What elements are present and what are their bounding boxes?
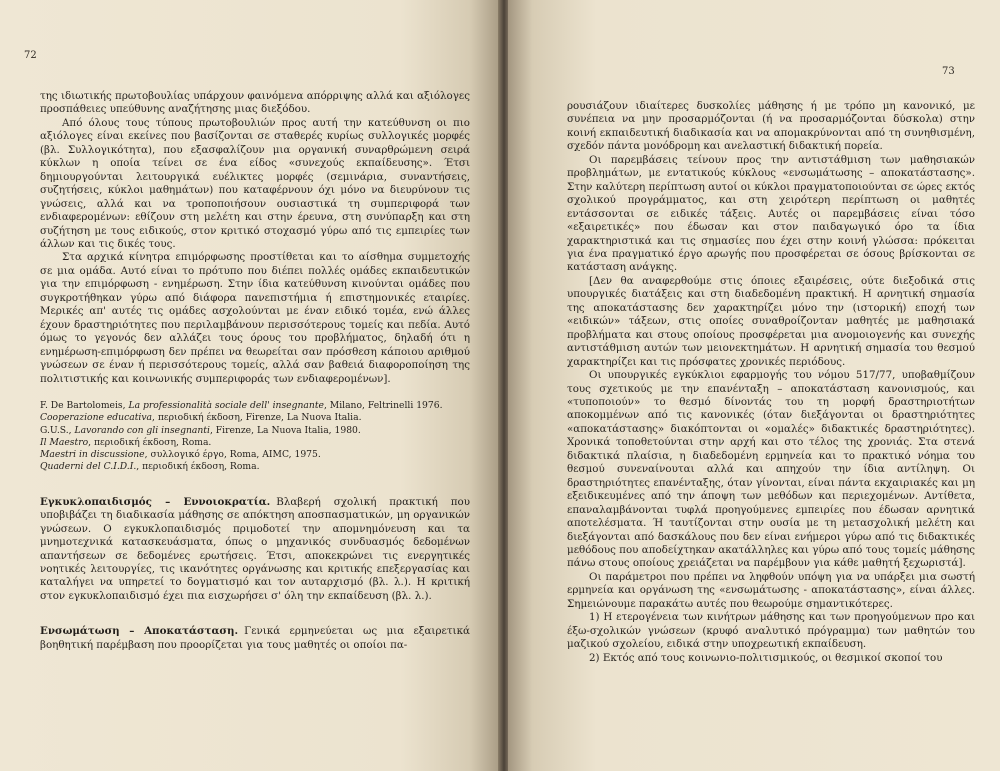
reference-item: Maestri in discussione, συλλογικό έργο, Roma, AIMC, 1975. — [40, 449, 321, 461]
entry-encyclopedism — [40, 496, 470, 604]
reference-item: Cooperazione educativa, περιοδική έκδοση, Firenze, La Nuova Italia. — [40, 412, 362, 424]
numbered-list — [567, 611, 975, 665]
entry-heading: Εγκυκλοπαιδισμός – Εννοιοκρατία. — [40, 495, 271, 508]
reference-item: Quaderni del C.I.D.I., περιοδική έκδοση, Roma. — [40, 461, 260, 473]
entry-text: Βλαβερή σχολική πρακτική που υποβιβάζει τη διαδικασία μάθησης σε απόκτηση αποσπασματικών, μη οργανικών γνώσεων. Ο εγκυκλοπαιδισμός πριμοδοτεί την απομνημόνευση και τα μνημοτεχνικά κατασκευάσματα, όπως ο μηχανικός συνδυασμός δεδομένων απαντήσεων σε δεδομένες ερωτήσεις. Έτσι, αποκεκρώνει τις ενεργητικές νοητικές λειτουργίες, τις ικανότητες οργάνωσης και κριτικής επεξεργασίας και καταλήγει να υπηρετεί το δογματισμό και τον αυταρχισμό (βλ. λ.). Η κριτική στον εγκυκλοπαιδισμό έχει πια εισχωρήσει σ' όλη την εκπαίδευση (βλ. λ.). — [40, 495, 470, 602]
list-item: 2) Εκτός από τους κοινωνιο-πολιτισμικούς, οι θεσμικοί σκοποί του — [589, 651, 943, 664]
paragraph: Οι υπουργικές εγκύκλιοι εφαρμογής του νόμου 517/77, υποβαθμίζουν τους σχετικούς με την επανένταξη – αποκατάσταση κανονισμούς, και «τυποποιούν» το θεσμό δίνοντάς του τη μορφή δραστηριοτήτων αποκομμένων από τις κανονικές (όταν διεξάγονται οι δραστηριότητες «αποκατάστασης» διακόπτονται οι «ομαλές» διδακτικές δραστηριότητες). Χρονικά τοποθετούνται στην αρχή και στο τέλος της χρονιάς. Στα στενά διδακτικά πλαίσια, η διαδεδομένη ερμηνεία και το πρακτικό νόημα του θεσμού συνεναίνουται αλλά και απηχούν την ίδια αντίληψη. Οι δραστηριότητες επανένταξης, όταν γίνονται, είναι πάντα εκχαιριακές και μη εξειδικευμένες από την άποψη των μεθόδων και περιεχομένων. Αντίθετα, επαναλαμβάνονται τυφλά προηγούμενες εμπειρίες που έδωσαν αρνητικά αποτελέσματα. Ή ταυτίζονται στην ουσία με τη μετασχολική μελέτη και διεξάγονται από δασκάλους που δεν είναι ενήμεροι γύρω από τις διδακτικές μεθόδους που αποδείχτηκαν ακατάλληλες και γύρω από τους τομείς μάθησης πάνω στους οποίους χρειάζεται να παρέμβουν για κάθε μαθητή ξεχωριστά]. — [567, 369, 975, 570]
list-item: 1) Η ετερογένεια των κινήτρων μάθησης και των προηγούμενων προ και έξω-σχολικών γνώσεων (κρυφό αναλυτικό πρόγραμμα) των μαθητών του μαζικού σχολείου, ειδικά στην υποχρεωτική εκπαίδευση. — [567, 611, 975, 651]
reference-item: G.U.S., Lavorando con gli insegnanti, Firenze, La Nuova Italia, 1980. — [40, 424, 361, 436]
right-page — [508, 0, 1000, 771]
right-text-column — [567, 100, 975, 665]
paragraph: [Δεν θα αναφερθούμε στις όποιες εξαιρέσεις, ούτε διεξοδικά στις υπουργικές διατάξεις και στη διαδεδομένη πρακτική. Η αρνητική σημασία της αποκατάστασης δεν χαρακτηρίζει μόνο την (ιστορική) εποχή των «ειδικών» τάξεων, στις οποίες συναθροίζονταν μαθητές με μαθησιακά προβλήματα και στους οποίους προσφέρεται μια ανομοιογενής και συνεχής αντιστάθμιση αυτών των μειονεκτημάτων. Η αρνητική σημασία του θεσμού χαρακτηρίζει και τις πρόσφατες χρονικές περιόδους. — [567, 274, 975, 368]
paragraph: ρουσιάζουν ιδιαίτερες δυσκολίες μάθησης ή με τρόπο μη κανονικό, με συνέπεια να μην προσαρμόζονται (ή να προσαρμόζονται δύσκολα) στην κοινή εκπαιδευτική διαδικασία και να απομακρύνονται από τη συνηθισμένη, σχεδόν πάντα μονόδρομη και ανελαστική διδακτική πορεία. — [567, 100, 975, 153]
reference-item: F. De Bartolomeis, La professionalità sociale dell' insegnante, Milano, Feltrinelli 1976. — [40, 399, 443, 411]
page-number-left: 72 — [24, 50, 37, 61]
entry-heading: Ενσωμάτωση – Αποκατάσταση. — [40, 625, 239, 638]
entry-integration — [40, 625, 470, 652]
bibliography-list — [40, 400, 470, 474]
reference-item: Il Maestro, περιοδική έκδοση, Roma. — [40, 436, 212, 448]
page-number-right: 73 — [942, 66, 955, 77]
entry-text: Γενικά ερμηνεύεται ως μια εξαιρετικά βοηθητική παρέμβαση που προορίζεται για τους μαθητές οι οποίοι πα- — [40, 625, 470, 651]
paragraph: Στα αρχικά κίνητρα επιμόρφωσης προστίθεται και το αίσθημα συμμετοχής σε μια ομάδα. Αυτό είναι το πρότυπο που διέπει πολλές ομάδες εκπαιδευτικών για την επιμόρφωση - ενημέρωση. Στην ίδια κατεύθυνση κινούνται ομάδες που συγκροτήθηκαν γύρω από διάφορα πανεπιστήμια ή επιστημονικές εταιρίες. Μερικές απ' αυτές τις ομάδες ασχολούνται με έναν ειδικό τομέα, ενώ άλλες έχουν δραστηριότητες που περιλαμβάνουν περισσότερους τομείς και πεδία. Αυτό όμως το γεγονός δεν αλλάζει τους όρους του προβλήματος, δηλαδή ότι η ενημέρωση-επιμόρφωση δεν πρέπει να θεωρείται σαν πρόσθεση κάποιου αριθμού γνώσεων σε έναν ή περισσότερους τομείς, αλλά σαν βαθειά διαφοροποίηση της πολιτιστικής και κοινωνικής συμπεριφοράς των ενδιαφερομένων]. — [40, 251, 470, 385]
paragraph: Από όλους τους τύπους πρωτοβουλιών προς αυτή την κατεύθυνση οι πιο αξιόλογες είναι εκείνες που βασίζονται σε σταθερές κυρίως συλλογικές μορφές (βλ. Συλλογικότητα), που εξασφαλίζουν μια οργανική συναρθρώμενη σειρά κύκλων η οποία τείνει σε ένα είδος «συνεχούς εκπαίδευσης». Έτσι δημιουργούνται λειτουργικά ευέλικτες μορφές (σεμινάρια, συναντήσεις, συζητήσεις, κύκλοι μαθημάτων) που καταφέρνουν όχι μόνο να διευρύνουν τις γνώσεις, αλλά και να τροποποιήσουν ουσιαστικά τη συμπεριφορά των ενδιαφερομένων: εθίζουν στη μελέτη και στην έρευνα, στη συνύπαρξη και στη συζήτηση με τους ειδικούς, στον κριτικό στοχασμό γύρω από τις εμπειρίες των άλλων και τις δικές τους. — [40, 116, 470, 250]
paragraph: της ιδιωτικής πρωτοβουλίας υπάρχουν φαινόμενα απόρριψης αλλά και αξιόλογες προσπάθειες υπεύθυνης αναζήτησης μιας διεξόδου. — [40, 90, 470, 116]
left-text-column — [40, 90, 470, 652]
paragraph: Οι παράμετροι που πρέπει να ληφθούν υπόψη για να υπάρξει μια σωστή ερμηνεία και οργάνωση της «ενσωμάτωσης - αποκατάστασης», είναι άλλες. Σημειώνουμε παρακάτω αυτές που θεωρούμε σημαντικότερες. — [567, 570, 975, 610]
paragraph: Οι παρεμβάσεις τείνουν προς την αντιστάθμιση των μαθησιακών προβλημάτων, με εντατικούς κύκλους «ενσωμάτωσης – αποκατάστασης». Στην καλύτερη περίπτωση αυτοί οι κύκλοι πραγματοποιούνται σε ώρες εκτός σχολικού προγράμματος, και στη χειρότερη περίπτωση οι μαθητές εντάσσονται σε ειδικές τάξεις. Αυτές οι παρεμβάσεις είναι τόσο «εξαιρετικές» που έδωσαν και στον παιδαγωγικό όρο τα ίδια χαρακτηριστικά και τις σημασίες που έχει στην κοινή γλώσσα: πρόκειται για ένα πραγματικό έργο αρωγής που προσφέρεται σε όσους βρίσκονται σε κατάσταση ανάγκης. — [567, 153, 975, 274]
